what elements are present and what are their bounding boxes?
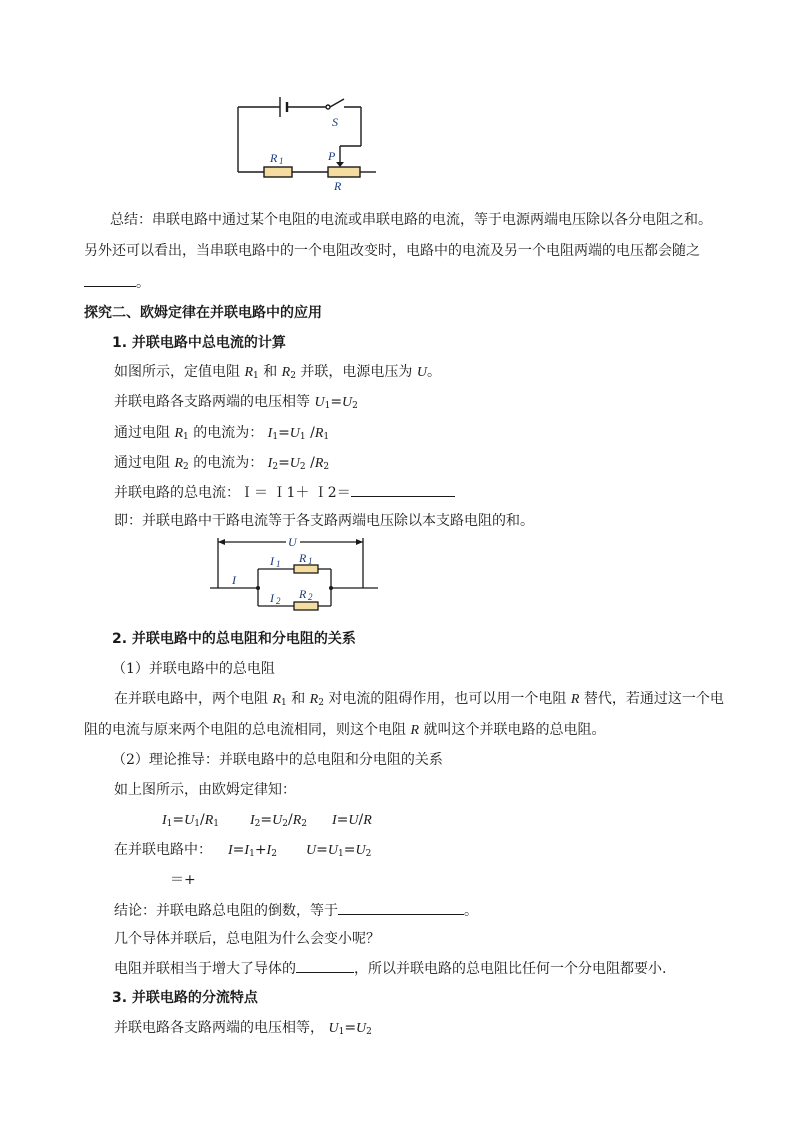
total-resistance-para-1: 在并联电路中，两个电阻 $R_1$ 和 $R_2$ 对电流的阻碍作用，也可以用一个电阻 R 替代，若通过这一个电 (114, 691, 724, 708)
item-1: （1）并联电路中的总电阻 (112, 661, 275, 677)
conclusion-line: 即：并联电路中干路电流等于各支路两端电压除以本支路电阻的和。 (114, 513, 534, 529)
summary-line-1: 总结：串联电路中通过某个电阻的电流或串联电路的电流，等于电源两端电压除以各分电阻之和。 (110, 212, 712, 228)
svg-text:1: 1 (276, 559, 281, 569)
derivation-eq: ＝+ (170, 872, 196, 888)
rheostat-label: R (334, 179, 342, 192)
answer-line: 电阻并联相当于增大了导体的 ，所以并联电路的总电阻比任何一个分电阻都要小. (114, 958, 666, 979)
summary-line-3: 。 (84, 272, 150, 293)
subheading-1: 1. 并联电路中总电流的计算 (112, 335, 286, 351)
section-heading: 探究二、欧姆定律在并联电路中的应用 (84, 305, 322, 321)
ohm-law-intro: 如上图所示，由欧姆定律知： (114, 782, 296, 798)
answer-blank[interactable] (84, 272, 136, 287)
answer-blank-2[interactable] (296, 958, 354, 973)
ohm-eq-i2: $I_2=U_2/R_2$ (250, 812, 308, 829)
item-2: （2）理论推导：并联电路中的总电阻和分电阻的关系 (112, 752, 443, 768)
current-i1-label: I (270, 554, 274, 568)
subheading-2: 2. 并联电路中的总电阻和分电阻的关系 (112, 631, 356, 647)
current-i1-line: 通过电阻 $R_1$ 的电流为： $I_1=U_1$ $/R_1$ (114, 425, 330, 442)
current-i-label: I (232, 573, 236, 587)
svg-text:2: 2 (308, 592, 313, 602)
total-current-blank[interactable] (351, 482, 455, 497)
resistor-r1-label: R (299, 551, 307, 565)
svg-text:1: 1 (308, 556, 313, 566)
switch-label: S (332, 115, 338, 129)
in-parallel-label: 在并联电路中： (114, 842, 212, 858)
parallel-voltage-equal: $U=U_1=U_2$ (306, 842, 372, 859)
ohm-eq-i1: $I_1=U_1/R_1$ (162, 812, 220, 829)
current-i2-label: I (270, 591, 274, 605)
subheading-3: 3. 并联电路的分流特点 (112, 990, 258, 1006)
parallel-circuit-diagram (208, 532, 383, 617)
summary-line-2: 另外还可以看出，当串联电路中的一个电阻改变时，电路中的电流及另一个电阻两端的电压都会随之 (84, 243, 700, 259)
result-line: 结论：并联电路总电阻的倒数，等于 。 (114, 900, 478, 921)
slider-label: P (328, 149, 336, 163)
ohm-eq-total: I=U/R (332, 812, 372, 828)
series-circuit-diagram (228, 92, 388, 192)
total-resistance-para-2: 阻的电流与原来两个电阻的总电流相同，则这个电阻 R 就叫这个并联电路的总电阻。 (84, 722, 606, 738)
r1-label-sub: 1 (279, 156, 284, 166)
result-blank[interactable] (338, 900, 464, 915)
parallel-current-sum: $I=I_1+I_2$ (228, 842, 277, 859)
shunt-line: 并联电路各支路两端的电压相等， $U_1=U_2$ (114, 1020, 372, 1037)
voltage-u-label: U (288, 535, 297, 549)
question-line: 几个导体并联后，总电阻为什么会变小呢？ (114, 931, 380, 947)
total-current-line: 并联电路的总电流：Ｉ＝ Ｉ1＋ Ｉ2＝ (114, 482, 455, 503)
voltage-equal-line: 并联电路各支路两端的电压相等 $U_1=U_2$ (114, 394, 358, 411)
current-i2-line: 通过电阻 $R_2$ 的电流为： $I_2=U_2$ $/R_2$ (114, 455, 330, 472)
svg-text:2: 2 (276, 596, 281, 606)
r1-label: R (270, 151, 278, 165)
parallel-intro: 如图所示，定值电阻 $R_1$ 和 $R_2$ 并联，电源电压为 U。 (114, 364, 441, 381)
resistor-r2-label: R (299, 587, 307, 601)
